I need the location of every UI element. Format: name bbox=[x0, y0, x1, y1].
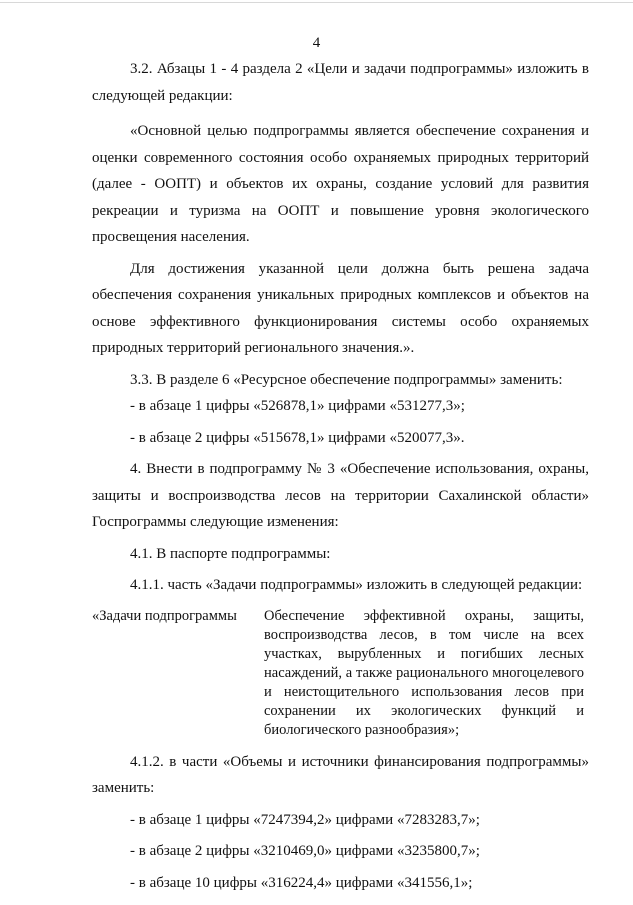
tasks-table-row bbox=[92, 607, 589, 740]
page-number: 4 bbox=[312, 35, 321, 51]
paragraph-3-3-item-1: - в абзаце 1 цифры «526878,1» цифрами «531277,3»; bbox=[130, 398, 465, 414]
tasks-table-label: «Задачи подпрограммы bbox=[92, 607, 237, 624]
paragraph-4-1: 4.1. В паспорте подпрограммы: bbox=[130, 545, 331, 562]
paragraph-4-1-2: 4.1.2. в части «Объемы и источники финансирования подпрограммы» заменить: bbox=[92, 753, 589, 796]
paragraph-task: Для достижения указанной цели должна быть решена задача обеспечения сохранения уникальных природных комплексов и объектов на основе эффективного функционирования системы особо охраняемых природных территорий регионального значения.». bbox=[92, 260, 589, 356]
paragraph-4-1-2-item-3: - в абзаце 10 цифры «316224,4» цифрами «341556,1»; bbox=[130, 874, 473, 891]
paragraph-3-3-item-2: - в абзаце 2 цифры «515678,1» цифрами «520077,3». bbox=[130, 429, 465, 446]
paragraph-3-2: 3.2. Абзацы 1 - 4 раздела 2 «Цели и задачи подпрограммы» изложить в следующей редакции: bbox=[92, 61, 589, 104]
document-body bbox=[92, 56, 589, 896]
scan-edge-top bbox=[0, 2, 633, 3]
paragraph-4-1-1: 4.1.1. часть «Задачи подпрограммы» изложить в следующей редакции: bbox=[130, 577, 583, 593]
paragraph-4-1-2-item-2: - в абзаце 2 цифры «3210469,0» цифрами «3235800,7»; bbox=[130, 843, 480, 859]
paragraph-4: 4. Внести в подпрограмму № 3 «Обеспечение использования, охраны, защиты и воспроизводства лесов на территории Сахалинской области» Госпрограммы следующие изменения: bbox=[92, 461, 589, 530]
paragraph-main-goal: «Основной целью подпрограммы является обеспечение сохранения и оценки современного состояния особо охраняемых природных территорий (далее - ООПТ) и объектов их охраны, создание условий для развития рекреации и туризма на ООПТ и повышение уровня экологического просвещения населения. bbox=[92, 123, 589, 245]
paragraph-3-3: 3.3. В разделе 6 «Ресурсное обеспечение подпрограммы» заменить: bbox=[130, 371, 563, 388]
tasks-table-content: Обеспечение эффективной охраны, защиты, воспроизводства лесов, в том числе на всех участках, вырубленных и погибших лесных насаждений, а также рационального многоцелевого и неистощительного использования лесов при сохранении их экологических функций и биологического разнообразия»; bbox=[264, 607, 584, 738]
paragraph-4-1-2-item-1: - в абзаце 1 цифры «7247394,2» цифрами «7283283,7»; bbox=[130, 811, 480, 828]
